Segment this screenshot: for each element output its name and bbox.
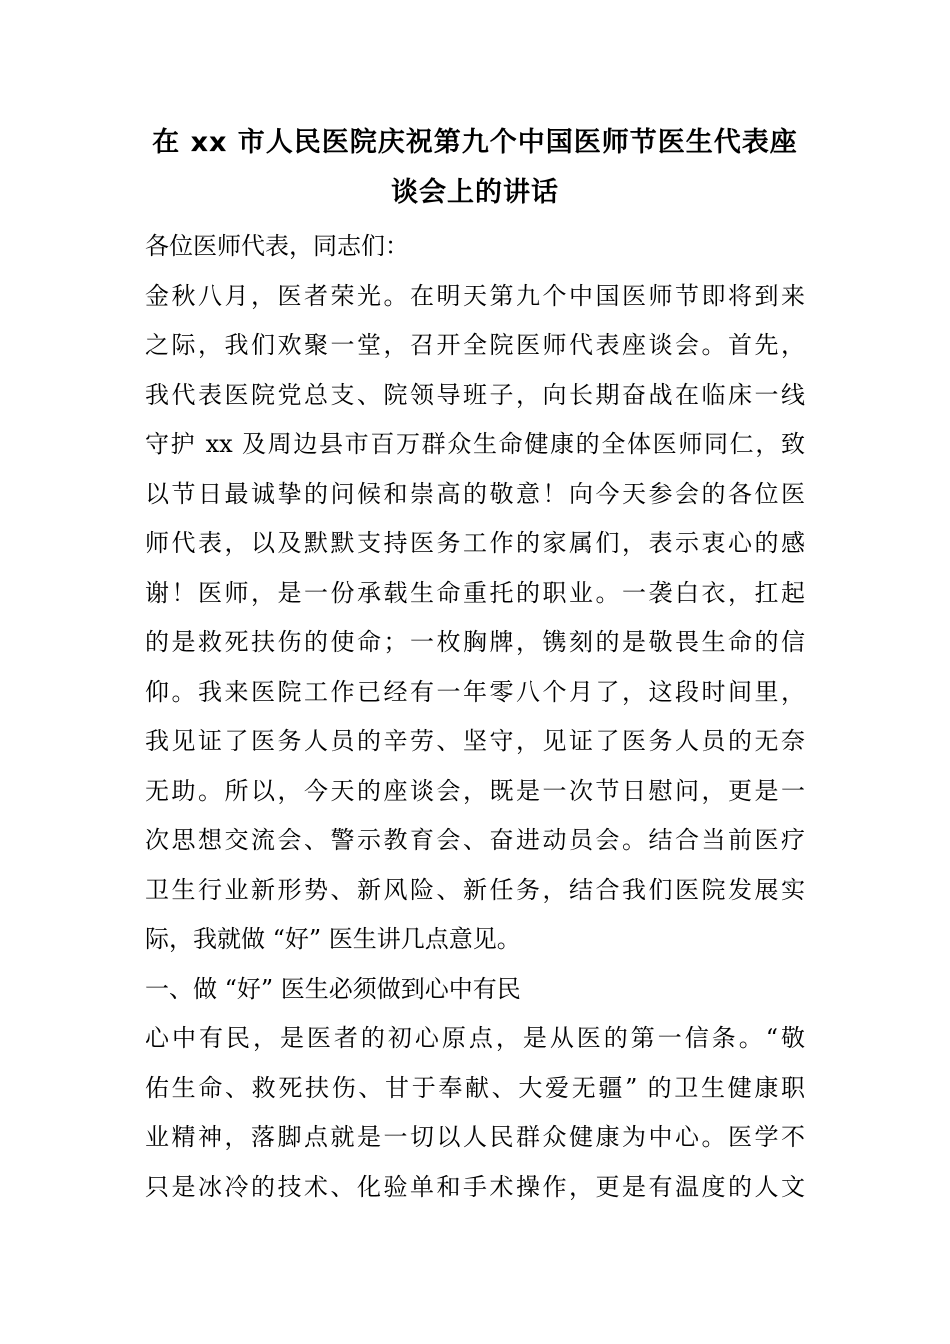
title-line: 在 xx 市人民医院庆祝第九个中国医师节医生代表座	[152, 127, 798, 158]
document-title	[145, 118, 805, 218]
body-line: 只是冰冷的技术、化验单和手术操作，更是有温度的人文	[145, 1172, 805, 1201]
body-line: 无助。所以，今天的座谈会，既是一次节日慰问，更是一	[145, 776, 805, 805]
body-line: 守护 xx 及周边县市百万群众生命健康的全体医师同仁，致	[145, 430, 805, 458]
body-line: 我代表医院党总支、院领导班子，向长期奋战在临床一线	[145, 380, 805, 409]
title-line: 谈会上的讲话	[391, 177, 559, 208]
section-heading: 一、做 “好” 医生必须做到心中有民	[145, 974, 521, 1003]
body-line: 仰。我来医院工作已经有一年零八个月了，这段时间里，	[145, 677, 805, 706]
body-line: 金秋八月，医者荣光。在明天第九个中国医师节即将到来	[145, 281, 805, 310]
body-line: 际，我就做 “好” 医生讲几点意见。	[145, 925, 521, 953]
body-line: 以节日最诚挚的问候和崇高的敬意！向今天参会的各位医	[145, 479, 805, 508]
salutation-line: 各位医师代表，同志们：	[145, 232, 409, 260]
body-line: 的是救死扶伤的使命；一枚胸牌，镌刻的是敬畏生命的信	[145, 628, 805, 656]
body-line: 我见证了医务人员的辛劳、坚守，见证了医务人员的无奈	[145, 727, 805, 755]
body-line: 卫生行业新形势、新风险、新任务，结合我们医院发展实	[145, 875, 805, 904]
body-line: 谢！医师，是一份承载生命重托的职业。一袭白衣，扛起	[145, 578, 805, 607]
body-line: 之际，我们欢聚一堂，召开全院医师代表座谈会。首先，	[145, 331, 805, 359]
body-line: 次思想交流会、警示教育会、奋进动员会。结合当前医疗	[145, 826, 805, 854]
body-line: 心中有民，是医者的初心原点，是从医的第一信条。“敬	[145, 1024, 805, 1052]
body-line: 业精神，落脚点就是一切以人民群众健康为中心。医学不	[145, 1123, 805, 1151]
body-line: 师代表，以及默默支持医务工作的家属们，表示衷心的感	[145, 529, 805, 557]
body-line: 佑生命、救死扶伤、甘于奉献、大爱无疆” 的卫生健康职	[145, 1073, 805, 1102]
document-body	[145, 222, 805, 1212]
